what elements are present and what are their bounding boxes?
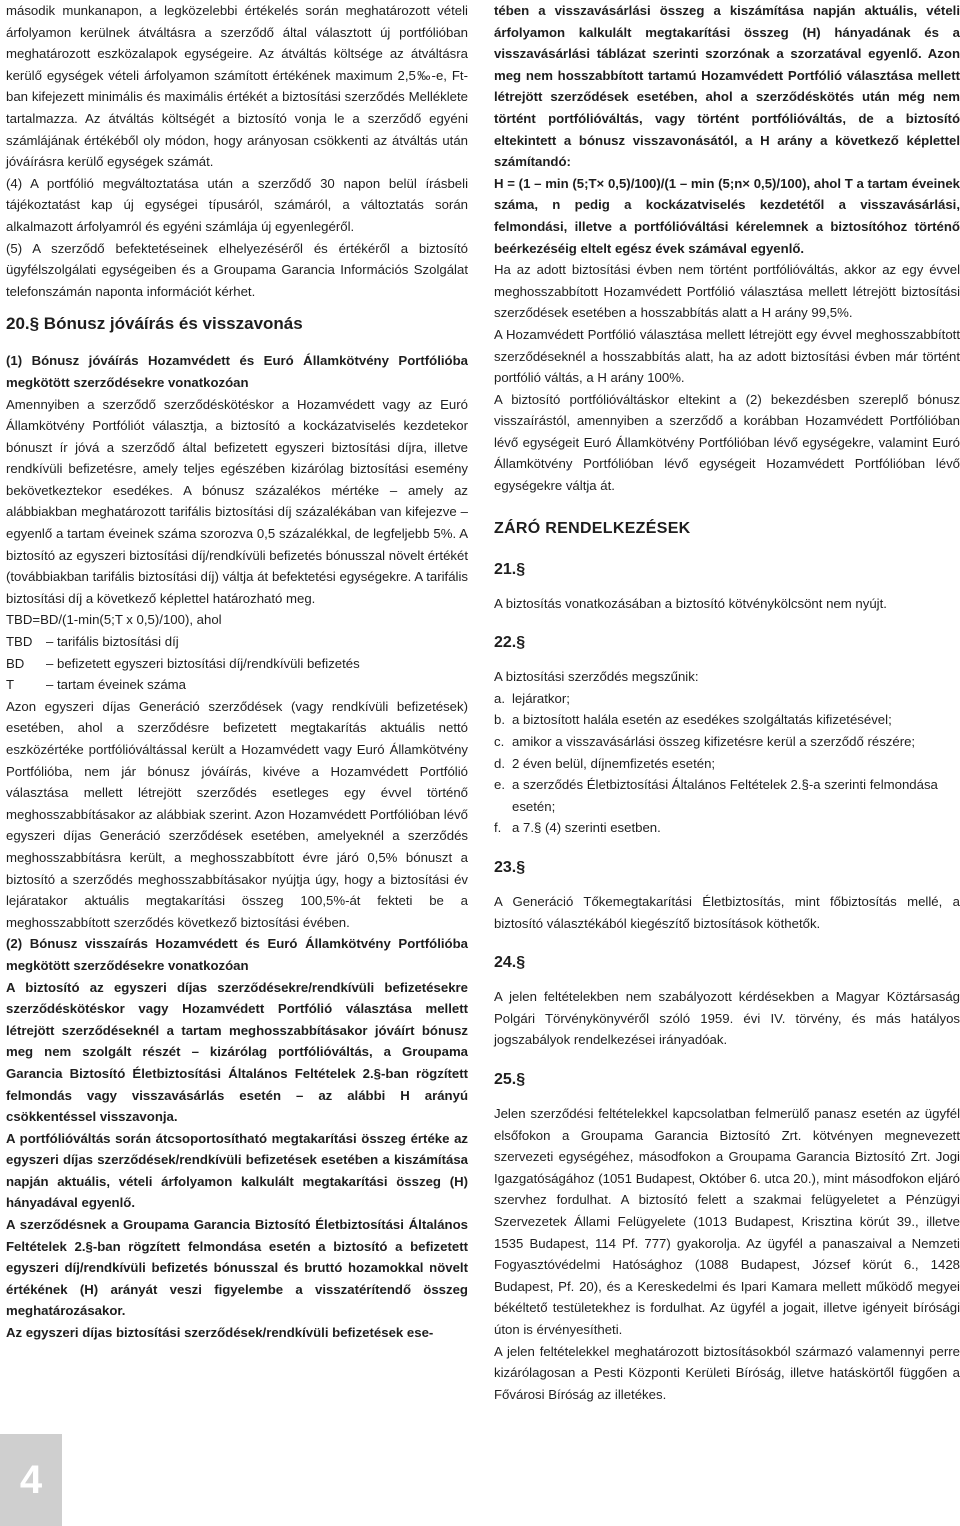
right-column (494, 0, 960, 1405)
paragraph: Azon egyszeri díjas Generáció szerződések (vagy rendkívüli befizetések) esetében, ahol a szerződésre befizetett megtakarítás aktuális nettó eszközértéke portfólióváltással került a Hozamvédett vagy Euró Államkötvény Portfólióba, nem jár bónusz jóváírás, kivéve a Hozamvédett Portfólió választása mellett létrejött szerződés esetleges egy évvel történő meghosszabbításakor az alábbiak szerint. Azon Hozamvédett Portfólióban lévő egyszeri díjas Generáció szerződések esetében, amelyeknél a szerződés meghosszabbításra került, a meghosszabbított évre járó 0,5% bónuszt a biztosító a szerződés meghosszabbításakor nyújtja úgy, hogy a biztosítási év lejáratakor aktuális megtakarítási összeg 100,5%-át fekteti be a meghosszabbított szerződés következő biztosítási évében. (6, 698, 468, 930)
paragraph: A Hozamvédett Portfólió választása mellett létrejött egy évvel meghosszabbított szerződéseknél a hosszabbítás alatt, ha az adott biztosítási évben már történt portfólió váltás, a H arány 100%. (494, 326, 960, 386)
list-item (494, 709, 960, 731)
termination-list (494, 688, 960, 839)
formula-paragraph: H = (1 – min (5;T× 0,5)/100)/(1 – min (5;n× 0,5)/100), ahol T a tartam éveinek száma, n pedig a kockázatviselés kezdetétől a visszavásárlási, felmondási, illetve a portfólióváltási kérelemnek a biztosítóhoz történő beérkezéséig eltelt egész évek számával egyenlő. (494, 175, 960, 256)
definition-list (6, 631, 468, 696)
paragraph-bold: A szerződésnek a Groupama Garancia Biztosító Életbiztosítási Általános Feltételek 2.§-ban rögzített felmondása esetén a biztosító a befizetett egyszeri díj/rendkívüli befizetés bónusszal és bruttó hozamokkal növelt értékének (H) arányát veszi figyelembe a visszatérítendő összeg meghatározásakor. (6, 1217, 468, 1319)
paragraph: A biztosítás vonatkozásában a biztosító kötvénykölcsönt nem nyújt. (494, 595, 887, 611)
definition-key: T (6, 677, 15, 693)
list-item (494, 688, 960, 710)
definition-key: TBD (6, 634, 33, 650)
paragraph: A Generáció Tőkemegtakarítási Életbiztosítás, mint főbiztosítás mellé, a biztosító választékából kiegészítő biztosítások köthetők. (494, 894, 960, 931)
section-title-21: 21.§ (494, 560, 526, 578)
list-item (494, 817, 960, 839)
subsection-title: (2) Bónusz visszaírás Hozamvédett és Euró Államkötvény Portfólióba megkötött szerződésekre vonatkozóan (6, 936, 468, 973)
paragraph: A biztosítási szerződés megszűnik: (494, 669, 699, 685)
paragraph-bold: A biztosító az egyszeri díjas szerződésekre/rendkívüli befizetésekre szerződéskötéskor vagy Hozamvédett Portfólió választása mellett létrejött szerződéseknél a tartam meghosszabbításakor jóváírt bónusz meg nem szolgált részét – kizárólag portfólióváltás, a Groupama Garancia Biztosító Életbiztosítási Általános Feltételek 2.§-ban rögzített felmondás vagy visszavásárlás esetén – az alábbi H arányú csökkentéssel visszavonja. (6, 979, 468, 1125)
list-marker: b. (494, 712, 505, 728)
paragraph: A jelen feltételekkel meghatározott biztosításokból származó valamennyi perre kizárólagosan a Pesti Központi Kerületi Bíróság, illetve hatáskörtől függően a Fővárosi Bíróság az illetékes. (494, 1343, 960, 1402)
section-title-25: 25.§ (494, 1070, 526, 1088)
formula: TBD=BD/(1-min(5;T x 0,5)/100), ahol (6, 612, 222, 628)
paragraph: Amennyiben a szerződő szerződéskötéskor a Hozamvédett vagy az Euró Államkötvény Portfóliót választja, a biztosító a kockázatviselés kezdetekor bónuszt ír jóvá a szerződő által befizetett egyszeri biztosítási díjra, illetve rendkívüli befizetésre, amely teljes egészében kizárólag biztosítási esemény bekövetkeztekor esedékes. A bónusz százalékos mértéke – amely az alábbiakban meghatározott tarifális biztosítási díj százalékában van kifejezve – egyenlő a tartam éveinek száma szorozva 0,5 százalékkal, de legfeljebb 5%. A biztosító az egyszeri biztosítási díj/rendkívüli befizetés bónusszal növelt értékét (továbbiakban tarifális biztosítási díj) váltja át befektetési egységekre. A tarifális biztosítási díj a következő képlettel határozható meg. (6, 396, 468, 606)
list-marker: a. (494, 690, 505, 706)
paragraph: második munkanapon, a legközelebbi értékelés során meghatározott vételi árfolyamon kerülnek átváltásra a szerződő által választott új portfólióban meghatározott eszközalapok egységeire. Az átváltás költsége az átváltásra kerülő egységek vételi árfolyamon számított értékének maximum 2,5‰-e, Ft-ban kifejezett minimális és maximális értékét a biztosítási szerződés Melléklete tartalmazza. Az átváltás költségét a biztosító vonja le a szerződő egyéni számlájának értékéből oly módon, hogy arányosan csökkenti az átváltás után jóváírásra kerülő egységek számát. (6, 3, 468, 170)
paragraph: A biztosító portfólióváltáskor eltekint a (2) bekezdésben szereplő bónusz visszaírástól, amennyiben a szerződő a korábban Hozamvédett Portfólióban lévő egységeit Euró Államkötvény Portfólióban lévő egységekre, valamint Euró Államkötvény Portfólióban lévő egységeit Hozamvédett Portfólióban lévő egységekre váltja át. (494, 391, 960, 494)
list-text: lejáratkor; (512, 690, 570, 706)
list-text: a biztosított halála esetén az esedékes szolgáltatás kifizetésével; (512, 712, 892, 728)
definition-value: – tarifális biztosítási díj (46, 634, 179, 650)
section-title-23: 23.§ (494, 859, 526, 876)
section-title-22: 22.§ (494, 634, 526, 652)
list-item (494, 753, 960, 775)
page-number: 4 (0, 1434, 62, 1526)
list-text: a szerződés Életbiztosítási Általános Feltételek 2.§-a szerinti felmondása esetén; (512, 777, 938, 814)
definition-value: – tartam éveinek száma (46, 677, 186, 693)
paragraph-bold: tében a visszavásárlási összeg a kiszámítása napján aktuális, vételi árfolyamon kalkulált megtakarítási összeg (H) hányadának és a visszavásárlási táblázat szerinti szorzónak a szorzatával egyenlő. Azon meg nem hosszabbított tartamú Hozamvédett Portfólió választása mellett létrejött szerződések esetében, ahol a szerződéskötés után még nem történt portfólióváltás, vagy történt portfólióváltás, de a biztosító eltekintett a bónusz visszavonásától, a H arány a következő képlettel számítandó: (494, 3, 960, 170)
paragraph: A jelen feltételekben nem szabályozott kérdésekben a Magyar Köztársaság Polgári Törvénykönyvéről szóló 1959. évi IV. törvény, és más hatályos jogszabályok rendelkezései irányadóak. (494, 989, 960, 1048)
list-marker: d. (494, 755, 505, 771)
subsection-title: (1) Bónusz jóváírás Hozamvédett és Euró Államkötvény Portfólióba megkötött szerződésekre vonatkozóan (6, 353, 468, 390)
list-marker: e. (494, 777, 505, 793)
paragraph: Ha az adott biztosítási évben nem történt portfólióváltás, akkor az egy évvel meghosszabbított Hozamvédett Portfólió választása mellett létrejött biztosítási szerződések esetében a hosszabbítás alatt a H arány 99,5%. (494, 262, 960, 321)
paragraph: (4) A portfólió megváltoztatása után a szerződő 30 napon belül írásbeli tájékoztatást kap új egységei típusáról, számáról, a változtatás során alkalmazott árfolyamról és egyéni számlája új egyenlegéről. (6, 175, 468, 234)
paragraph: Jelen szerződési feltételekkel kapcsolatban felmerülő panasz esetén az ügyfél elsőfokon a Groupama Garancia Biztosító Zrt. kötvényen megnevezett szervezeti egységéhez, másodfokon a Groupama Garancia Biztosító Zrt. Jogi Igazgatóságához (1051 Budapest, Október 6. utca 20.), mint másodfokon eljáró szervhez fordulhat. A biztosító felett a szakmai felügyeletet a Pénzügyi Szervezetek Állami Felügyelete (1013 Budapest, Krisztina körút 39., illetve 1535 Budapest, 114 Pf. 777) gyakorolja. Az ügyfél a panaszaival a Nemzeti Fogyasztóvédelmi Hatósághoz (1088 Budapest, József körút 6., 1428 Budapest, Pf. 20), és a Kereskedelmi és Ipari Kamara mellett működő megyei békéltető testületekhez is fordulhat. Az ügyfél a jogait, illetve igényeit bírósági úton is érvényesítheti. (494, 1105, 960, 1337)
section-title-24: 24.§ (494, 954, 526, 972)
definition-row (6, 653, 468, 675)
list-text: a 7.§ (4) szerinti esetben. (512, 820, 661, 836)
section-title-20: 20.§ Bónusz jóváírás és visszavonás (6, 314, 303, 334)
definition-value: – befizetett egyszeri biztosítási díj/rendkívüli befizetés (46, 655, 360, 671)
list-marker: c. (494, 734, 505, 750)
paragraph: (5) A szerződő befektetéseinek elhelyezéséről és értékéről a biztosító ügyfélszolgálati egységeiben és a Groupama Garancia Információs Szolgálat telefonszámán naponta információt kérhet. (6, 240, 468, 299)
list-text: amikor a visszavásárlási összeg kifizetésre kerül a szerződő részére; (512, 734, 916, 750)
left-column (6, 0, 468, 1344)
list-item (494, 731, 960, 753)
paragraph-bold: A portfólióváltás során átcsoportosítható megtakarítási összeg értéke az egyszeri díjas szerződések/rendkívüli befizetések esetében a kiszámítása napján aktuális, vételi árfolyamon kalkulált megtakarítási összeg (H) hányadával egyenlő. (6, 1130, 468, 1211)
definition-row (6, 631, 468, 653)
definition-row (6, 674, 468, 696)
closing-provisions-title: ZÁRÓ RENDELKEZÉSEK (494, 519, 691, 537)
paragraph-bold: Az egyszeri díjas biztosítási szerződések/rendkívüli befizetések ese- (6, 1325, 434, 1341)
list-marker: f. (494, 820, 502, 836)
list-item (494, 774, 960, 817)
definition-key: BD (6, 655, 25, 671)
list-text: 2 éven belül, díjnemfizetés esetén; (512, 755, 716, 771)
